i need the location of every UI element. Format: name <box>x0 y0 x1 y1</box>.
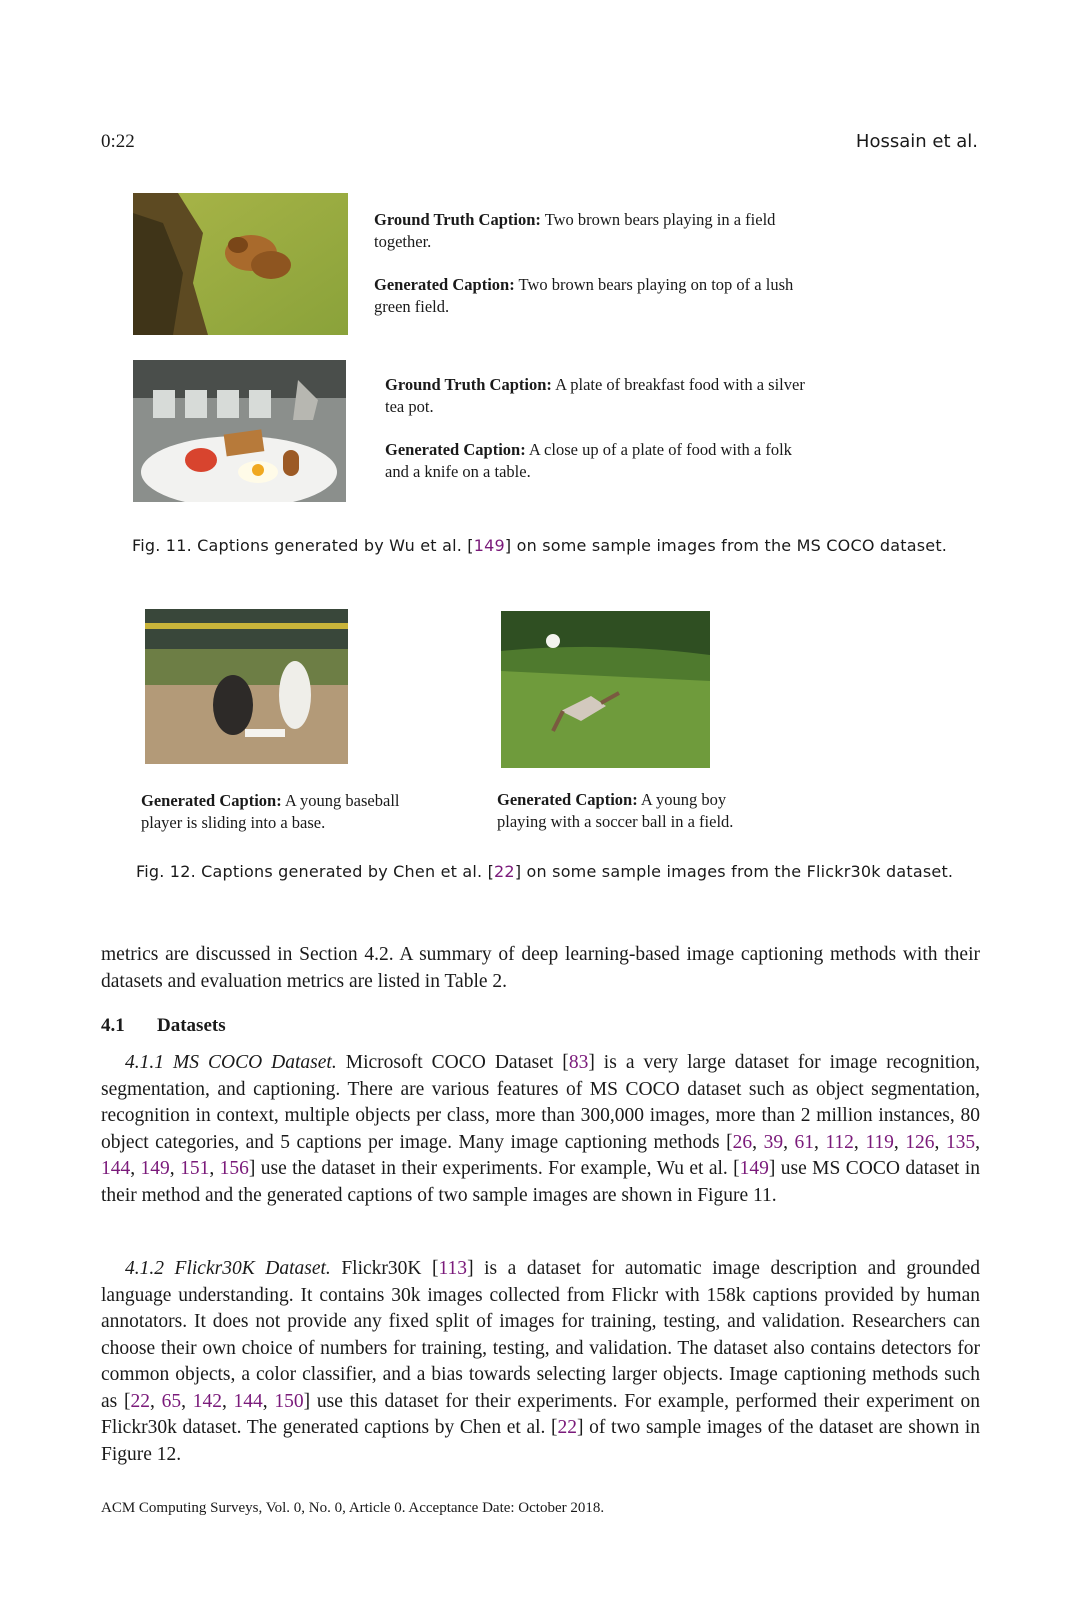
citation-link[interactable]: 22 <box>130 1390 150 1412</box>
citation-link[interactable]: 113 <box>438 1258 468 1279</box>
citation-link[interactable]: 22 <box>494 862 515 881</box>
photo-boy-soccer-ball <box>501 611 710 768</box>
footer-citation: ACM Computing Surveys, Vol. 0, No. 0, Article 0. Acceptance Date: October 2018. <box>101 1500 605 1516</box>
subsection-flickr30k: 4.1.2 Flickr30K Dataset. Flickr30K [113] is a dataset for automatic image description and grounded language understanding. It contains 30k images collected from Flickr with 158k captions provided by human annotators. It does not provide any fixed split of images for training, testing, and validation. Researchers can choose their own choice of numbers for training, testing, and validation. The dataset also contains detectors for common objects, a color classifier, and a bias towards selecting larger objects. Image captioning methods such as [22, 65, 142, 144, 150] use this dataset for their experiments. For example, performed their experiment on Flickr30k dataset. The generated captions by Chen et al. [22] of two sample images of the dataset are shown in Figure 12. <box>101 1258 981 1465</box>
citation-link[interactable]: 26 <box>732 1131 753 1153</box>
citation-link[interactable]: 112 <box>825 1131 854 1153</box>
photo-baseball-slide <box>145 609 348 764</box>
citation-link[interactable]: 135 <box>945 1131 976 1153</box>
citation-link[interactable]: 61 <box>794 1131 814 1153</box>
photo-brown-bears <box>133 193 348 335</box>
figure-12-caption: Fig. 12. Captions generated by Chen et al. [22] on some sample images from the Flickr30k dataset. <box>136 862 954 881</box>
citation-link[interactable]: 22 <box>557 1417 578 1438</box>
running-head-authors: Hossain et al. <box>855 131 978 152</box>
page-number: 0:22 <box>101 131 135 152</box>
fig11-caption-1: Ground Truth Caption: Two brown bears playing in a field together. Generated Caption: Two brown bears playing on top of a lush green field. <box>374 210 794 316</box>
citation-link[interactable]: 126 <box>905 1131 935 1153</box>
figure-11-caption: Fig. 11. Captions generated by Wu et al. [149] on some sample images from the MS COCO dataset. <box>132 536 948 555</box>
fig11-caption-2: Ground Truth Caption: A plate of breakfast food with a silver tea pot. Generated Caption: A close up of a plate of food with a folk and a knife on a table. <box>385 375 805 481</box>
citation-link[interactable]: 39 <box>763 1131 784 1153</box>
citation-link[interactable]: 156 <box>219 1158 249 1179</box>
citation-link[interactable]: 83 <box>568 1052 589 1073</box>
citation-link[interactable]: 149 <box>140 1158 170 1179</box>
subsection-ms-coco: 4.1.1 MS COCO Dataset. Microsoft COCO Dataset [83] is a very large dataset for image recognition, segmentation, and captioning. There are various features of MS COCO dataset such as object segmentation, recognition in context, multiple objects per class, more than 300,000 images, more than 2 million instances, 80 object categories, and 5 captions per image. Many image captioning methods [26, 39, 61, 112, 119, 126, 135, 144, 149, 151, 156] use the dataset in their experiments. For example, Wu et al. [149] use MS COCO dataset in their method and the generated captions of two sample images are shown in Figure 11. <box>101 1052 981 1206</box>
photo-breakfast-plate <box>133 360 346 502</box>
citation-link[interactable]: 149 <box>473 536 505 555</box>
intro-paragraph: metrics are discussed in Section 4.2. A summary of deep learning-based image captioning methods with their datasets and evaluation metrics are listed in Table 2. <box>101 944 980 992</box>
citation-link[interactable]: 144 <box>233 1390 263 1412</box>
citation-link[interactable]: 144 <box>101 1158 131 1179</box>
citation-link[interactable]: 142 <box>192 1390 222 1412</box>
citation-link[interactable]: 119 <box>865 1131 894 1153</box>
citation-link[interactable]: 149 <box>739 1158 769 1179</box>
fig12-caption-2: Generated Caption: A young boy playing with a soccer ball in a field. <box>497 790 734 831</box>
citation-link[interactable]: 150 <box>274 1390 304 1412</box>
fig12-caption-1: Generated Caption: A young baseball player is sliding into a base. <box>141 791 400 832</box>
section-heading: 4.1 Datasets <box>101 1015 226 1036</box>
citation-link[interactable]: 65 <box>161 1390 182 1412</box>
citation-link[interactable]: 151 <box>180 1158 210 1179</box>
